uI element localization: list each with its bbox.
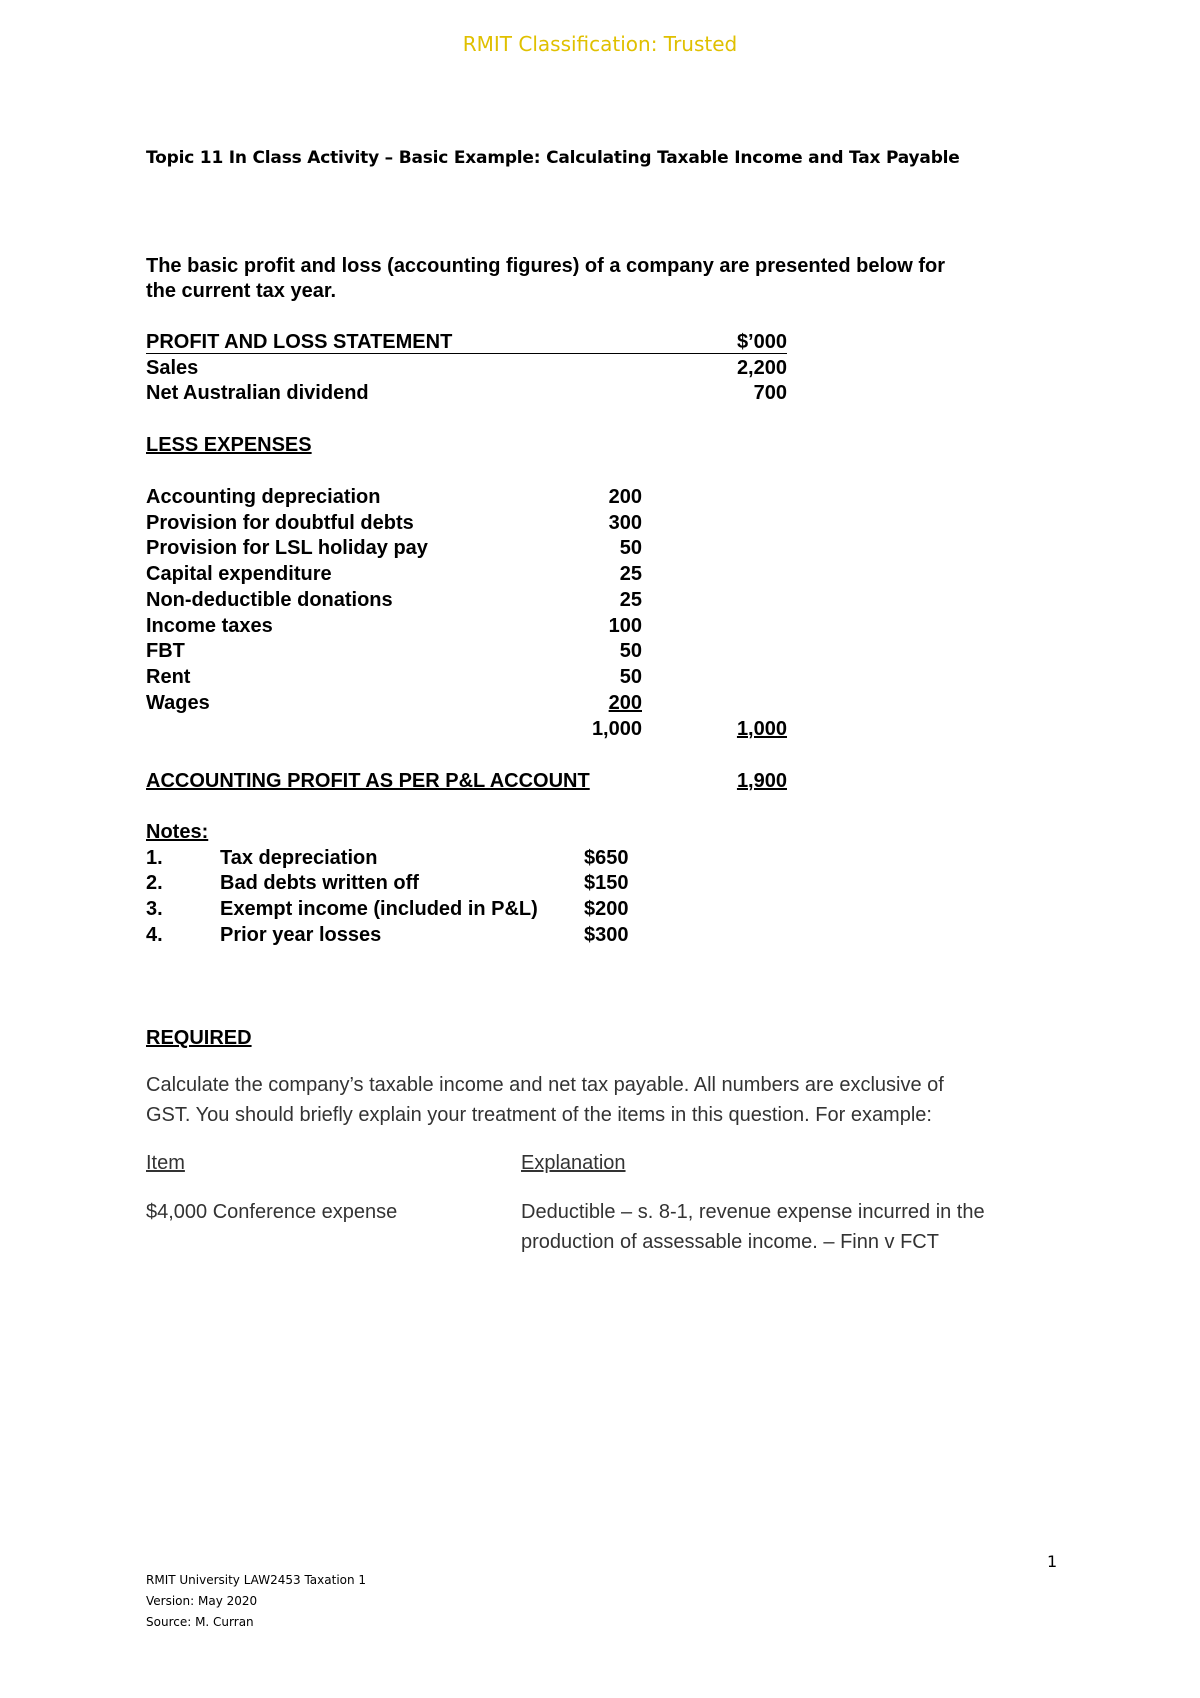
expense-label: Rent bbox=[146, 666, 191, 688]
pl-header-underline bbox=[146, 353, 787, 354]
example-explanation-line-2: production of assessable income. – Finn v FCT bbox=[521, 1231, 939, 1253]
note-value: $300 bbox=[584, 924, 629, 946]
expense-label: Wages bbox=[146, 692, 210, 714]
note-number: 1. bbox=[146, 847, 163, 869]
expense-label: Non-deductible donations bbox=[146, 589, 393, 611]
footer-line-1: RMIT University LAW2453 Taxation 1 bbox=[146, 1573, 367, 1587]
column-header-item: Item bbox=[146, 1152, 185, 1174]
footer-line-2: Version: May 2020 bbox=[146, 1594, 258, 1608]
expense-value: 25 bbox=[619, 563, 642, 585]
example-item: $4,000 Conference expense bbox=[146, 1201, 398, 1223]
expense-label: Accounting depreciation bbox=[146, 486, 381, 508]
notes-heading: Notes: bbox=[146, 821, 209, 843]
note-label: Tax depreciation bbox=[220, 847, 378, 869]
note-value: $650 bbox=[584, 847, 629, 869]
note-number: 3. bbox=[146, 898, 163, 920]
pl-header-unit: $’000 bbox=[736, 331, 787, 353]
classification-label: RMIT Classification: Trusted bbox=[462, 32, 738, 56]
pl-header-label: PROFIT AND LOSS STATEMENT bbox=[146, 331, 453, 353]
less-expenses-heading: LESS EXPENSES bbox=[146, 434, 312, 456]
column-header-explanation: Explanation bbox=[521, 1152, 626, 1174]
required-text-line-2: GST. You should briefly explain your treatment of the items in this question. For example: bbox=[146, 1104, 932, 1126]
expense-value: 100 bbox=[608, 615, 642, 637]
expense-value: 50 bbox=[619, 537, 642, 559]
expense-value: 50 bbox=[619, 666, 642, 688]
income-label-sales: Sales bbox=[146, 357, 199, 379]
note-number: 2. bbox=[146, 872, 163, 894]
expense-value: 25 bbox=[619, 589, 642, 611]
profit-label: ACCOUNTING PROFIT AS PER P&L ACCOUNT bbox=[146, 770, 590, 792]
expense-value: 200 bbox=[608, 486, 642, 508]
expenses-total: 1,000 bbox=[736, 718, 787, 740]
note-label: Prior year losses bbox=[220, 924, 382, 946]
page-number: 1 bbox=[1047, 1552, 1058, 1571]
required-text-line-1: Calculate the company’s taxable income and net tax payable. All numbers are exclusive of bbox=[146, 1074, 944, 1096]
expense-value: 50 bbox=[619, 640, 642, 662]
expense-label: Capital expenditure bbox=[146, 563, 332, 585]
expenses-subtotal: 1,000 bbox=[591, 718, 642, 740]
income-value-sales: 2,200 bbox=[736, 357, 787, 379]
note-label: Exempt income (included in P&L) bbox=[220, 898, 538, 920]
expense-label: FBT bbox=[146, 640, 185, 662]
example-explanation-line-1: Deductible – s. 8-1, revenue expense incurred in the bbox=[521, 1201, 985, 1223]
required-heading: REQUIRED bbox=[146, 1027, 252, 1049]
expense-value: 300 bbox=[608, 512, 642, 534]
income-value-dividend: 700 bbox=[753, 382, 787, 404]
intro-line-1: The basic profit and loss (accounting figures) of a company are presented below for bbox=[146, 255, 946, 277]
intro-line-2: the current tax year. bbox=[146, 280, 337, 302]
topic-title: Topic 11 In Class Activity – Basic Example: Calculating Taxable Income and Tax Payable bbox=[146, 148, 960, 168]
profit-value: 1,900 bbox=[736, 770, 787, 792]
expense-label: Income taxes bbox=[146, 615, 273, 637]
expense-value: 200 bbox=[608, 692, 642, 714]
note-label: Bad debts written off bbox=[220, 872, 419, 894]
note-number: 4. bbox=[146, 924, 163, 946]
expense-label: Provision for doubtful debts bbox=[146, 512, 414, 534]
footer-line-3: Source: M. Curran bbox=[146, 1615, 254, 1629]
income-label-dividend: Net Australian dividend bbox=[146, 382, 369, 404]
note-value: $150 bbox=[584, 872, 629, 894]
expense-label: Provision for LSL holiday pay bbox=[146, 537, 428, 559]
note-value: $200 bbox=[584, 898, 629, 920]
